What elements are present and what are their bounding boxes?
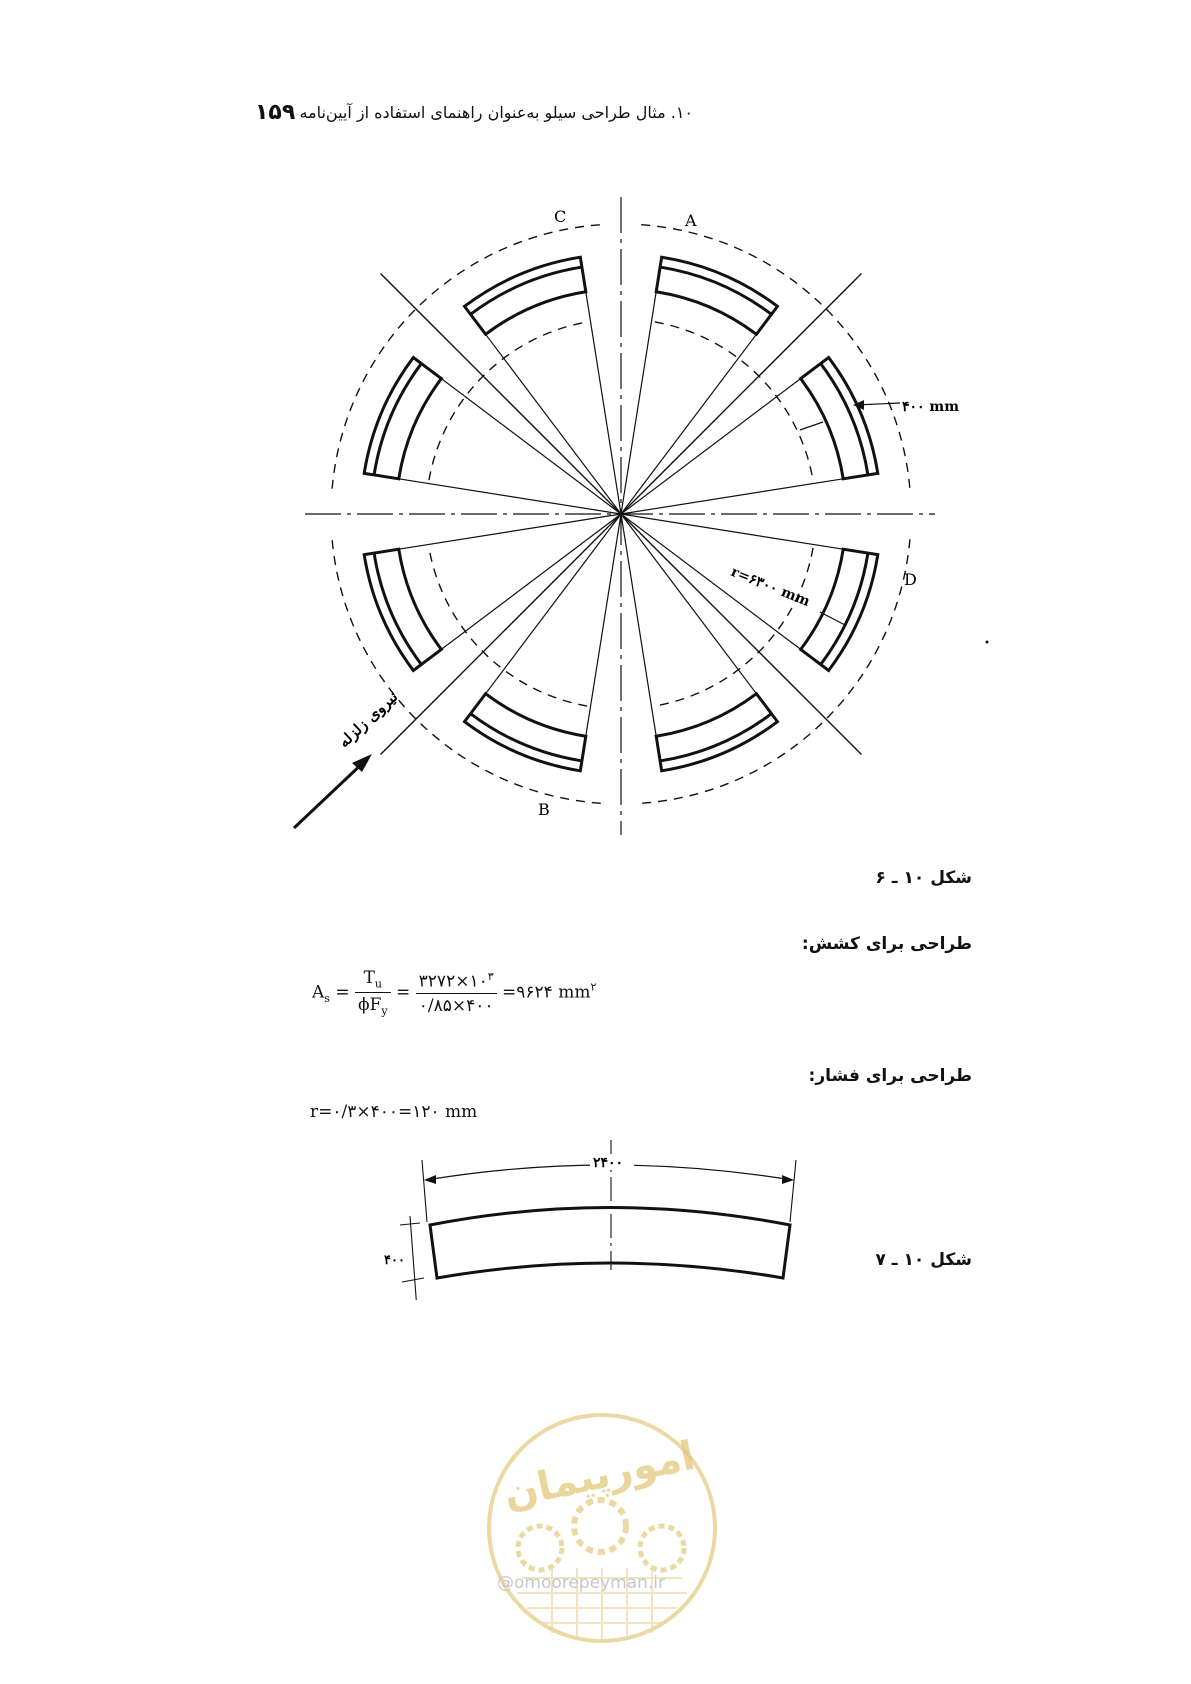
earthquake-force-arrow — [294, 760, 366, 828]
radial-line — [621, 292, 656, 514]
radial-line — [586, 514, 621, 736]
figure-6-caption: شکل ۱۰ ـ ۶ — [875, 868, 972, 888]
figure-7-caption: شکل ۱۰ ـ ۷ — [875, 1250, 972, 1270]
label-d: D — [904, 570, 917, 589]
wall-segment-outline — [430, 1208, 790, 1279]
compression-formula: r=۰/۳×۴۰۰=۱۲۰ mm — [310, 1102, 478, 1122]
page-number: ۱۵۹ — [255, 100, 296, 125]
label-c: C — [554, 207, 567, 226]
radial-line — [621, 334, 756, 514]
radial-line — [399, 479, 621, 514]
dim-arrow-right-icon — [782, 1175, 794, 1184]
gear-icon — [518, 1526, 562, 1570]
radius-label: r=۶۳۰۰ mm — [728, 563, 813, 611]
radial-line — [441, 379, 621, 514]
radial-line — [621, 479, 843, 514]
radial-line — [621, 514, 756, 694]
thickness-label-fig7: ۴۰۰ — [384, 1253, 405, 1268]
fraction-numeric: $\frac{۳۲۷۲\times ۱۰^۳}{۰/۸۵\times ۴۰۰}$ — [416, 970, 497, 1017]
formula-result: =۹۶۲۴ mm — [502, 982, 591, 1003]
radial-line — [441, 514, 621, 649]
gear-icon — [574, 1500, 626, 1552]
earthquake-force-label: نیروی زلزله — [334, 687, 402, 752]
dim-arrow-left-icon — [424, 1175, 436, 1184]
gear-icon — [640, 1526, 684, 1570]
width-label: ۲۴۰۰ — [593, 1155, 624, 1171]
fraction-tu-over-phify: $\frac{T_u}{\phi F_y}$ — [355, 968, 391, 1018]
radial-line — [621, 514, 843, 549]
compression-heading: طراحی برای فشار: — [808, 1066, 972, 1086]
formula-as: A — [312, 982, 325, 1003]
watermark-logo-text: امورپیمان — [499, 1432, 699, 1518]
label-a: A — [685, 211, 697, 230]
label-b: B — [538, 800, 550, 819]
radial-line — [621, 514, 656, 736]
watermark-url: @omoorepeyman.ir — [497, 1573, 666, 1593]
radial-line — [586, 292, 621, 514]
radial-line — [486, 514, 621, 694]
tension-heading: طراحی برای کشش: — [801, 934, 972, 954]
running-header: ۱۰. مثال طراحی سیلو به‌عنوان راهنمای استفاده از آیین‌نامه — [299, 103, 693, 122]
radial-line — [486, 334, 621, 514]
figure-wall-segment — [380, 1130, 820, 1300]
thickness-label: ۴۰۰ mm — [902, 399, 960, 415]
watermark-logo — [482, 1408, 722, 1648]
radial-line — [399, 514, 621, 549]
tension-formula: $A_s$ = $\frac{T_u}{\phi F_y}$ = $\frac{۳۲۷۲\times ۱۰^۳}{۰/۸۵\times ۴۰۰}$ =۹۶۲۴ $mm^۲$ — [312, 968, 597, 1018]
radial-line — [621, 379, 801, 514]
